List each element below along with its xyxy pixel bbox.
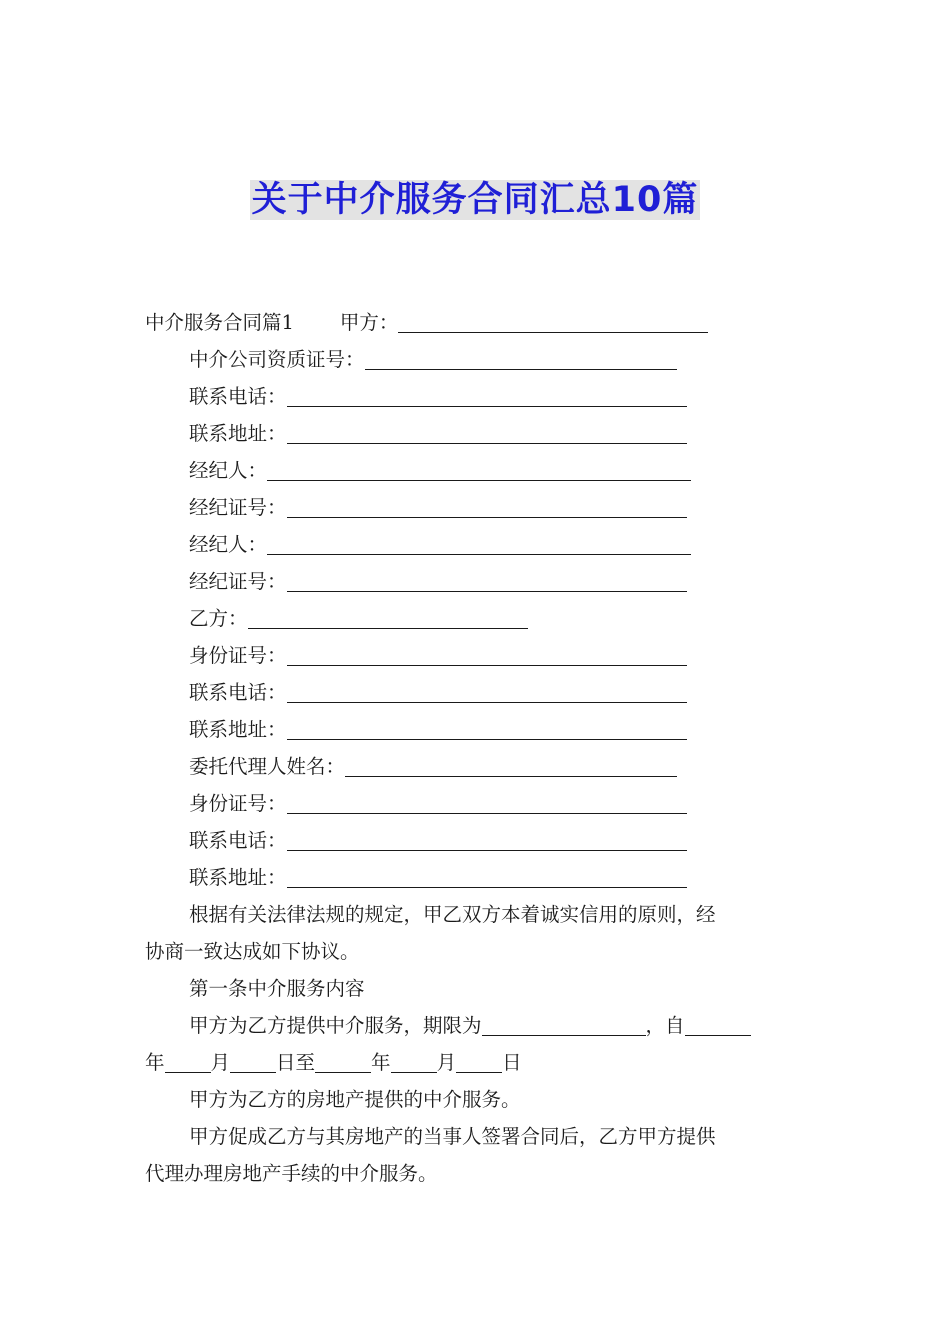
term-line: [145, 1007, 810, 1044]
field-label: 联系地址：: [189, 866, 287, 889]
field-blank[interactable]: [345, 753, 677, 777]
field-label: 联系地址：: [189, 718, 287, 741]
field-label: 中介公司资质证号：: [189, 348, 365, 371]
form-row: [145, 526, 810, 563]
party-a-label: 甲方：: [339, 311, 399, 334]
field-blank[interactable]: [287, 790, 687, 814]
form-row: [145, 711, 810, 748]
date-line: [145, 1044, 810, 1081]
field-blank[interactable]: [287, 642, 687, 666]
form-row: [145, 341, 810, 378]
end-year-blank[interactable]: [315, 1049, 371, 1073]
month-label: 月: [210, 1051, 231, 1074]
field-label: 联系电话：: [189, 829, 287, 852]
field-label: 经纪证号：: [189, 496, 287, 519]
field-blank[interactable]: [287, 679, 687, 703]
contract-body: [145, 304, 810, 1192]
form-row: [145, 489, 810, 526]
form-row: [145, 378, 810, 415]
field-blank[interactable]: [287, 827, 687, 851]
field-blank[interactable]: [287, 716, 687, 740]
field-blank[interactable]: [287, 568, 687, 592]
form-row: [145, 452, 810, 489]
paragraph-line: 根据有关法律法规的规定，甲乙双方本着诚实信用的原则，经: [189, 903, 716, 926]
month-label: 月: [436, 1051, 457, 1074]
term-period-blank[interactable]: [482, 1012, 646, 1036]
start-month-blank[interactable]: [165, 1049, 211, 1073]
paragraph-line: 甲方促成乙方与其房地产的当事人签署合同后，乙方甲方提供: [189, 1125, 716, 1148]
day-to-label: 日至: [276, 1051, 316, 1074]
form-row: [145, 822, 810, 859]
field-blank[interactable]: [365, 346, 677, 370]
party-a-line: [145, 304, 810, 341]
field-label: 经纪证号：: [189, 570, 287, 593]
end-month-blank[interactable]: [391, 1049, 437, 1073]
form-row: [145, 859, 810, 896]
term-text: 甲方为乙方提供中介服务，期限为: [189, 1014, 482, 1037]
article-heading: 第一条中介服务内容: [189, 977, 365, 1000]
paragraph-line: 代理办理房地产手续的中介服务。: [145, 1162, 438, 1185]
end-day-blank[interactable]: [456, 1049, 502, 1073]
field-blank[interactable]: [287, 864, 687, 888]
field-blank[interactable]: [287, 420, 687, 444]
field-blank[interactable]: [287, 494, 687, 518]
form-row: [145, 415, 810, 452]
field-label: 经纪人：: [189, 533, 268, 556]
year-label: 年: [371, 1051, 391, 1074]
form-row: [145, 674, 810, 711]
start-day-blank[interactable]: [230, 1049, 276, 1073]
party-b-label: 乙方：: [189, 607, 248, 630]
party-b-blank[interactable]: [248, 605, 528, 629]
start-year-blank[interactable]: [685, 1012, 751, 1036]
field-label: 经纪人：: [189, 459, 268, 482]
field-label: 身份证号：: [189, 792, 287, 815]
document-title: 关于中介服务合同汇总10篇: [251, 180, 699, 220]
party-a-blank[interactable]: [398, 309, 708, 333]
field-blank[interactable]: [267, 531, 691, 555]
party-b-line: [145, 600, 810, 637]
field-label: 委托代理人姓名：: [189, 755, 346, 778]
field-label: 身份证号：: [189, 644, 287, 667]
form-row: [145, 785, 810, 822]
day-label: 日: [502, 1051, 522, 1074]
field-label: 联系电话：: [189, 681, 287, 704]
field-label: 联系电话：: [189, 385, 287, 408]
term-text: ，自: [645, 1014, 685, 1037]
field-blank[interactable]: [267, 457, 691, 481]
paragraph-line: 协商一致达成如下协议。: [145, 940, 360, 963]
field-label: 联系地址：: [189, 422, 287, 445]
section-heading: 中介服务合同篇1: [145, 311, 294, 334]
field-blank[interactable]: [287, 383, 687, 407]
form-row: [145, 637, 810, 674]
year-label: 年: [145, 1051, 165, 1074]
form-row: [145, 563, 810, 600]
form-row: [145, 748, 810, 785]
paragraph-line: 甲方为乙方的房地产提供的中介服务。: [189, 1088, 521, 1111]
